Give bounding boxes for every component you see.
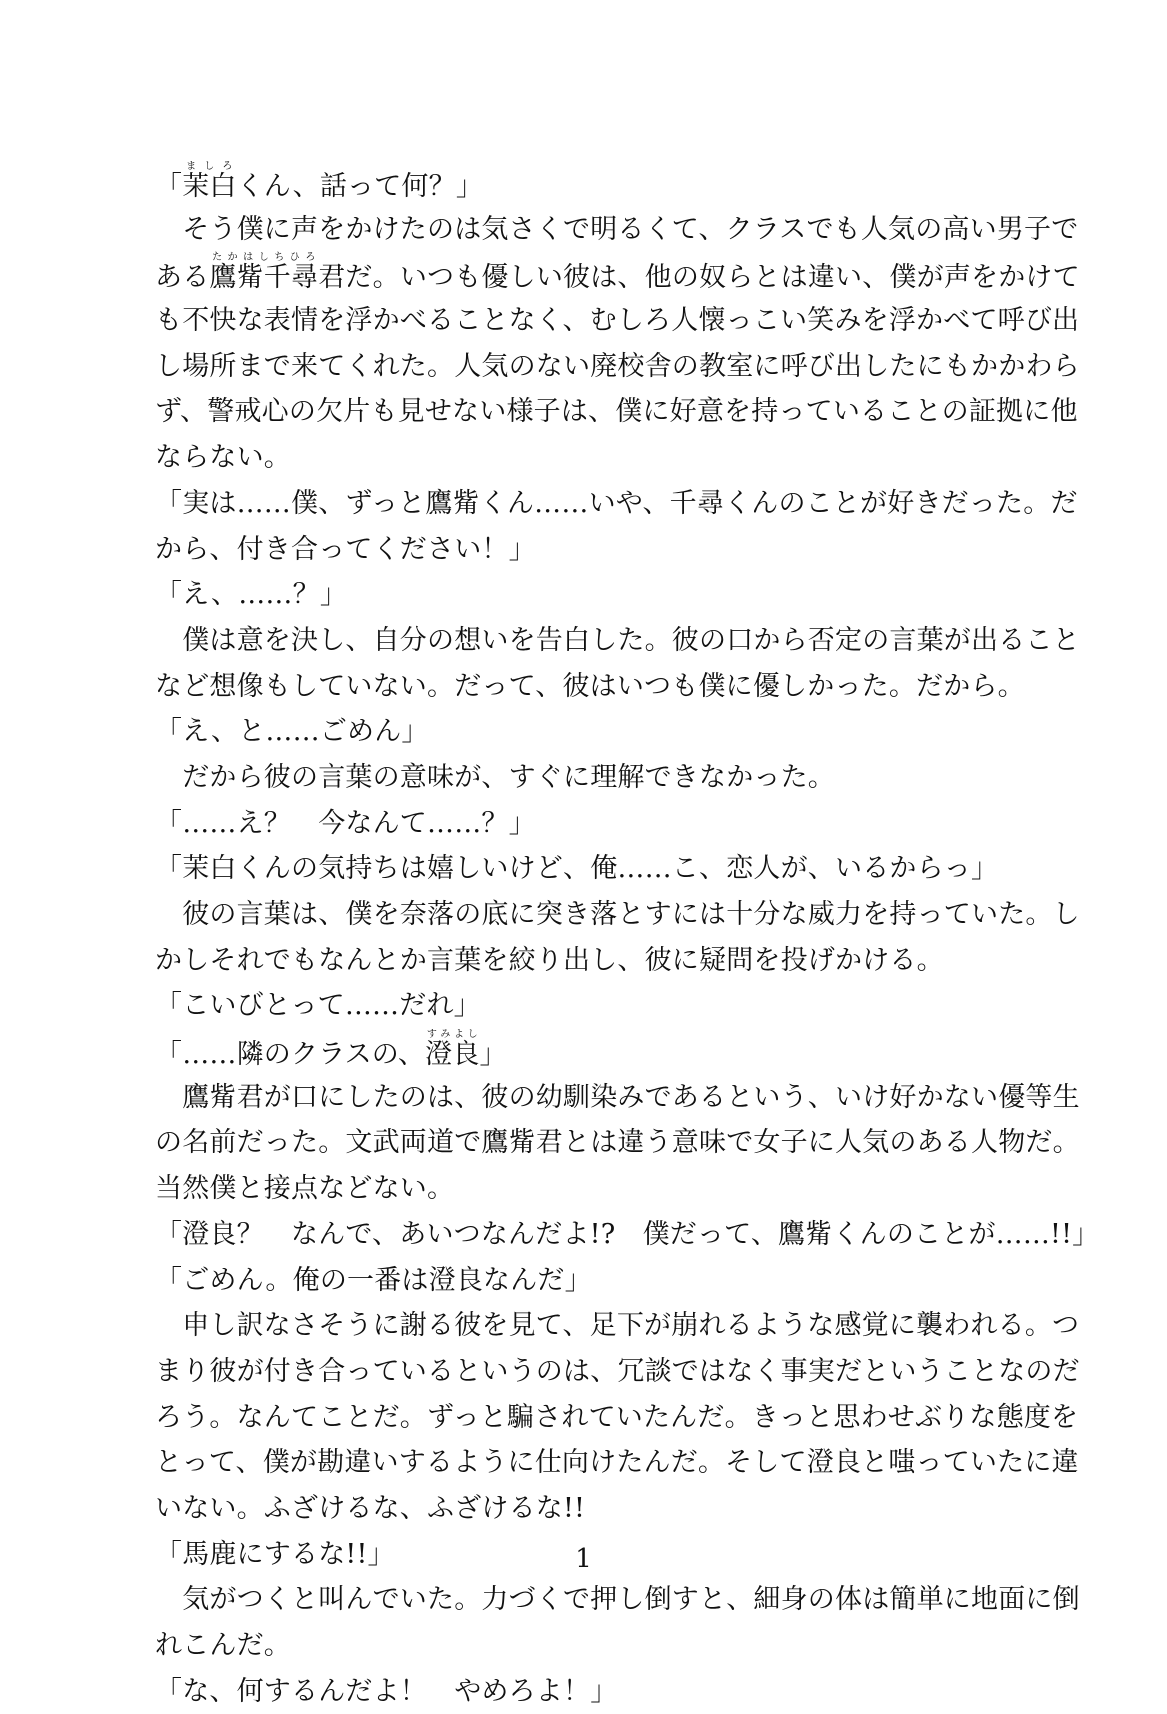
text-line: 彼の言葉は、僕を奈落の底に突き落とすには十分な威力を持っていた。し	[155, 899, 1080, 930]
text-line: ず、警戒心の欠片も見せない様子は、僕に好意を持っていることの証拠に他	[155, 396, 1078, 428]
ruby-mashiro: 茉白ましろ	[182, 161, 237, 202]
text-line-3: ある鷹觜千尋たかはしちひろ君だ。いつも優しい彼は、他の奴らとは違い、僕が声をかけて	[155, 252, 1080, 294]
text-line: の名前だった。文武両道で鷹觜君とは違う意味で女子に人気のある人物だ。	[155, 1127, 1080, 1159]
text-line: かしそれでもなんとか言葉を絞り出し、彼に疑問を投げかける。	[155, 944, 944, 976]
text-line: 「え、……？」	[155, 579, 348, 611]
text-line: 「……え？ 今なんて……？」	[155, 807, 536, 839]
text-line: そう僕に声をかけたのは気さくで明るくて、クラスでも人気の高い男子で	[155, 213, 1079, 245]
text-line: ろう。なんてことだ。ずっと騙されていたんだ。きっと思わせぶりな態度を	[155, 1401, 1079, 1433]
ruby-reading: すみよし	[425, 1029, 480, 1041]
text-line: 「な、何するんだよ！ やめろよ！」	[155, 1675, 618, 1707]
text-line: 当然僕と接点などない。	[155, 1173, 455, 1205]
text-line: 「澄良？ なんで、あいつなんだよ!? 僕だって、鷹觜くんのことが……!!」	[155, 1218, 1100, 1250]
text-line: ならない。	[155, 442, 291, 474]
text-line: れこんだ。	[155, 1630, 291, 1661]
text-line: 「茉白くんの気持ちは嬉しいけど、俺……こ、恋人が、いるからっ」	[155, 853, 999, 885]
text-line: だから彼の言葉の意味が、すぐに理解できなかった。	[155, 761, 835, 793]
text-line: 「え、と……ごめん」	[155, 716, 429, 748]
text-line-1: 「茉白ましろくん、話って何？」	[155, 161, 484, 202]
body-text	[155, 161, 1100, 1714]
text-line: 「ごめん。俺の一番は澄良なんだ」	[155, 1264, 592, 1296]
text-line: 僕は意を決し、自分の想いを告白した。彼の口から否定の言葉が出ること	[155, 624, 1080, 656]
ruby-reading: ましろ	[182, 161, 237, 172]
text-line: いない。ふざけるな、ふざけるな!!	[155, 1492, 586, 1524]
text-line: 「馬鹿にするな!!」	[155, 1538, 395, 1570]
page-number: 1	[575, 1544, 592, 1574]
text-line: 申し訳なさそうに謝る彼を見て、足下が崩れるような感覚に襲われる。つ	[155, 1310, 1080, 1342]
text-line: 「こいびとって……だれ」	[155, 990, 481, 1022]
text-line: まり彼が付き合っているというのは、冗談ではなく事実だということなのだ	[155, 1355, 1080, 1387]
ruby-takahashi-chihiro: 鷹觜千尋たかはしちひろ	[209, 252, 319, 294]
text-line: も不快な表情を浮かべることなく、むしろ人懐っこい笑みを浮かべて呼び出	[155, 305, 1080, 337]
text-line: 「実は……僕、ずっと鷹觜くん……いや、千尋くんのことが好きだった。だ	[155, 487, 1078, 519]
text-line: とって、僕が勘違いするように仕向けたんだ。そして澄良と嗤っていたに違	[155, 1447, 1079, 1479]
text-line: 鷹觜君が口にしたのは、彼の幼馴染みであるという、いけ好かない優等生	[155, 1081, 1080, 1113]
text-line: し場所まで来てくれた。人気のない廃校舎の教室に呼び出したにもかかわら	[155, 350, 1080, 382]
text-line-20: 「……隣のクラスの、澄良すみよし」	[155, 1029, 507, 1071]
text-line: 気がつくと叫んでいた。力づくで押し倒すと、細身の体は簡単に地面に倒	[155, 1584, 1080, 1616]
ruby-reading: たかはしちひろ	[209, 252, 319, 264]
ruby-sumiyoshi: 澄良すみよし	[425, 1029, 480, 1071]
text-line: から、付き合ってください！」	[155, 533, 536, 565]
text-line: など想像もしていない。だって、彼はいつも僕に優しかった。だから。	[155, 670, 1025, 702]
